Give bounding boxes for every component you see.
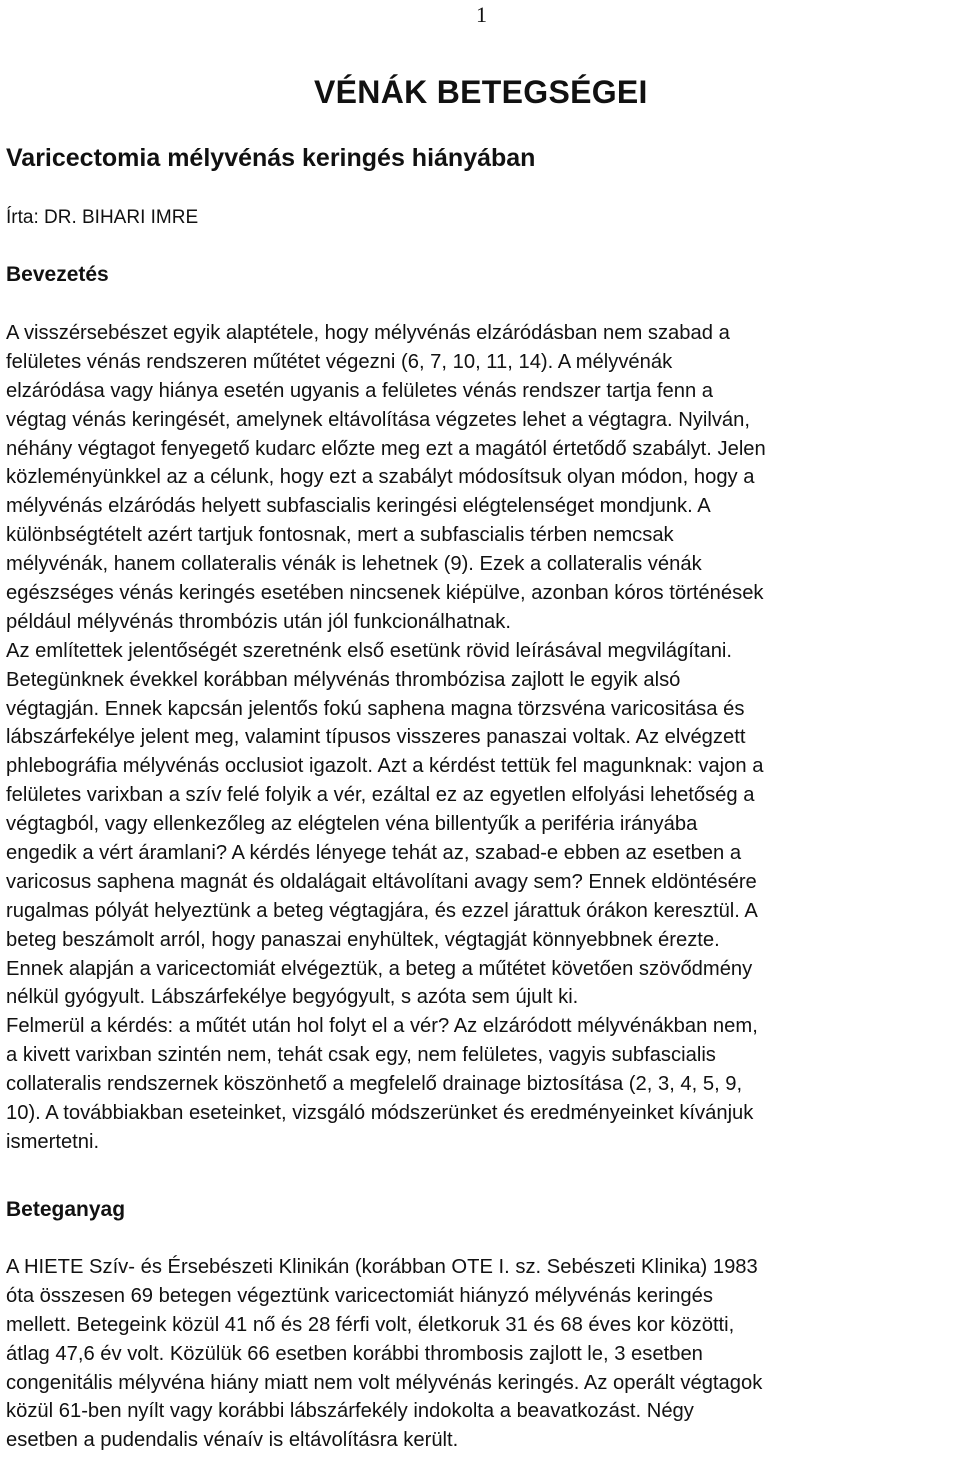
text-line: közül 61-ben nyílt vagy korábbi lábszárfekély indokolta a beavatkozást. Négy — [6, 1400, 694, 1423]
text-line: ismertetni. — [6, 1130, 100, 1153]
text-line: beteg beszámolt arról, hogy panaszai enyhültek, végtagját könnyebbnek érezte. — [6, 928, 720, 951]
text-line: engedik a vért áramlani? A kérdés lényege tehát az, szabad-e ebben az esetben a — [6, 842, 742, 865]
section-heading-introduction: Bevezetés — [6, 263, 109, 286]
text-line: felületes varixban a szív felé folyik a vér, ezáltal ez az egyetlen elfolyási lehetőség a — [6, 784, 755, 807]
text-line: mélyvénás elzáródás helyett subfascialis keringési elégtelenséget mondjunk. A — [6, 495, 711, 518]
text-line: közleményünkkel az a célunk, hogy ezt a szabályt módosítsuk olyan módon, hogy a — [6, 466, 755, 489]
text-line: végtagján. Ennek kapcsán jelentős fokú saphena magna törzsvéna varicositása és — [6, 697, 745, 720]
text-line: mellett. Betegeink közül 41 nő és 28 férfi volt, életkoruk 31 és 68 éves kor közötti, — [6, 1313, 735, 1336]
document-subtitle: Varicectomia mélyvénás keringés hiányában — [6, 144, 536, 172]
text-line: a kivett varixban szintén nem, tehát csak egy, nem felületes, vagyis subfascialis — [6, 1044, 716, 1067]
text-line: rugalmas pólyát helyeztünk a beteg végtagjára, és ezzel járattuk órákon keresztül. A — [6, 899, 758, 922]
text-line: különbségtételt azért tartjuk fontosnak, mert a subfascialis térben nemcsak — [6, 524, 674, 547]
document-title: VÉNÁK BETEGSÉGEI — [314, 74, 648, 110]
introduction-paragraph — [6, 319, 958, 1157]
section-heading-patient-material: Beteganyag — [6, 1198, 126, 1221]
text-line: esetben a pudendalis vénaív is eltávolításra került. — [6, 1429, 459, 1452]
text-line: lábszárfekélye jelent meg, valamint típusos visszeres panaszai voltak. Az elvégzett — [6, 726, 746, 749]
text-line: felületes vénás rendszeren műtétet végezni (6, 7, 10, 11, 14). A mélyvénák — [6, 350, 673, 373]
text-line: átlag 47,6 év volt. Közülük 66 esetben korábbi thrombosis zajlott le, 3 esetben — [6, 1342, 703, 1365]
text-line: egészséges vénás keringés esetében nincsenek kiépülve, azonban kóros történések — [6, 582, 764, 605]
text-line: nélkül gyógyult. Lábszárfekélye begyógyult, s azóta sem újult ki. — [6, 986, 579, 1009]
text-line: varicosus saphena magnát és oldalágait eltávolítani avagy sem? Ennek eldöntésére — [6, 870, 757, 893]
text-line: például mélyvénás thrombózis után jól funkcionálhatnak. — [6, 610, 511, 633]
text-line: Betegünknek évekkel korábban mélyvénás thrombózisa zajlott le egyik alsó — [6, 668, 681, 691]
text-line: phlebográfia mélyvénás occlusiot igazolt. Azt a kérdést tettük fel magunknak: vajon a — [6, 755, 764, 778]
text-line: A HIETE Szív- és Érsebészeti Klinikán (korábban OTE I. sz. Sebészeti Klinika) 1983 — [6, 1256, 758, 1278]
text-line: congenitális mélyvéna hiány miatt nem volt mélyvénás keringés. Az operált végtagok — [6, 1371, 763, 1394]
text-line: Felmerül a kérdés: a műtét után hol folyt el a vér? Az elzáródott mélyvénákban nem, — [6, 1015, 758, 1038]
text-line: elzáródása vagy hiánya esetén ugyanis a felületes vénás rendszer tartja fenn a — [6, 379, 714, 402]
author-line: Írta: DR. BIHARI IMRE — [6, 207, 199, 228]
text-line: néhány végtagot fenyegető kudarc előzte meg ezt a magától értetődő szabályt. Jelen — [6, 437, 766, 460]
patient-material-paragraph — [6, 1253, 958, 1455]
text-line: óta összesen 69 betegen végeztünk varicectomiát hiányzó mélyvénás keringés — [6, 1284, 713, 1307]
text-line: mélyvénák, hanem collateralis vénák is lehetnek (9). Ezek a collateralis vénák — [6, 553, 702, 576]
text-line: collateralis rendszernek köszönhető a megfelelő drainage biztosítása (2, 3, 4, 5, 9, — [6, 1073, 743, 1096]
text-line: Az említettek jelentőségét szeretnénk első esetünk rövid leírásával megvilágítani. — [6, 639, 733, 662]
text-line: Ennek alapján a varicectomiát elvégeztük, a beteg a műtétet követően szövődmény — [6, 957, 753, 980]
text-line: végtagból, vagy ellenkezőleg az elégtelen véna billentyűk a periféria irányába — [6, 813, 698, 836]
page-number: 1 — [476, 2, 487, 27]
text-line: 10). A továbbiakban eseteinket, vizsgáló módszerünket és eredményeinket kívánjuk — [6, 1102, 754, 1125]
text-line: A visszérsebészet egyik alaptétele, hogy mélyvénás elzáródásban nem szabad a — [6, 322, 730, 344]
text-line: végtag vénás keringését, amelynek eltávolítása végzetes lehet a végtagra. Nyilván, — [6, 408, 751, 431]
